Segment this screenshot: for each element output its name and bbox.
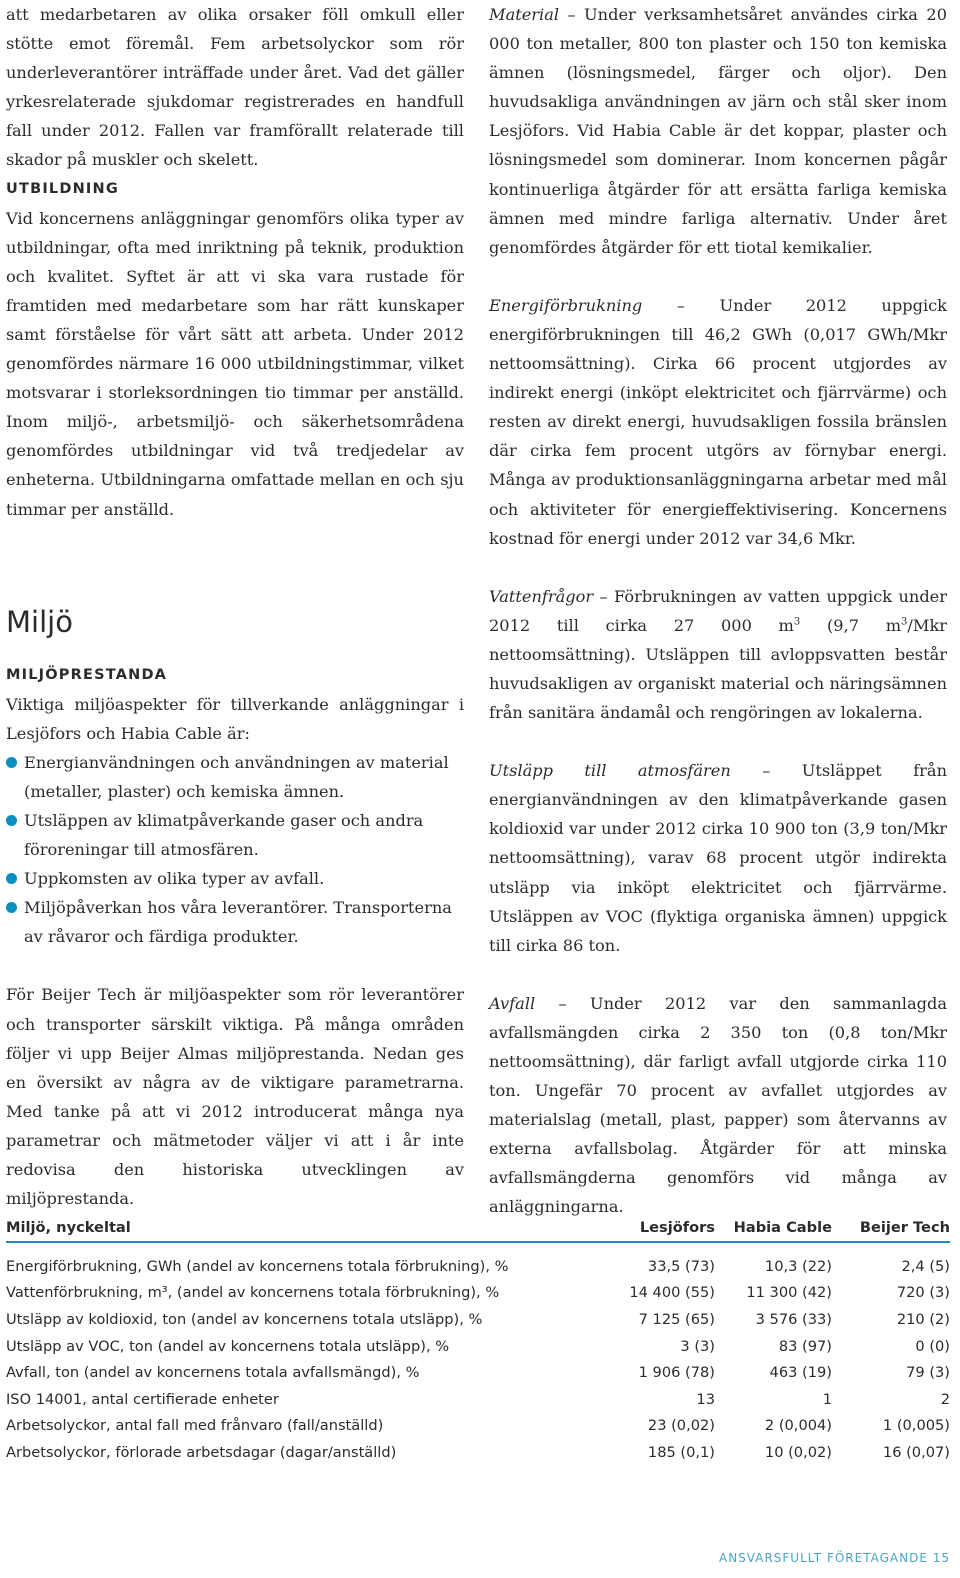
energi-paragraph: Energiförbrukning – Under 2012 uppgick energiförbrukningen till 46,2 GWh (0,017 GWh/Mkr nettoomsättning). Cirka 66 procent utgjordes av indirekt energi (inköpt elektricitet och fjärrvärme) och resten av direkt energi, huvudsakligen fossila bränslen där cirka fem procent utgörs av förnybar energi. Många av produktionsanläggningarna arbetar med mål och aktiviteter för energieffektivisering. Koncernens kostnad för energi under 2012 var 34,6 Mkr. [489,295,947,548]
list-item: Utsläppen av klimatpåverkande gaser och andra föroreningar till atmosfären. [6,806,464,864]
table-header-cell: Lesjöfors [639,1218,715,1236]
table-row [6,1306,950,1333]
table-body [6,1253,950,1466]
table-cell: 10,3 (22) [764,1257,832,1275]
miljoprestanda-intro: Viktiga miljöaspekter för tillverkande anläggningar i Lesjöfors och Habia Cable är: [6,694,464,743]
table-cell: 463 (19) [769,1364,832,1382]
avfall-paragraph: Avfall – Under 2012 var den sammanlagda avfallsmängden cirka 2 350 ton (0,8 ton/Mkr nettoomsättning), där farligt avfall utgjorde cirka 110 ton. Ungefär 70 procent av avfallet utgjordes av materialslag (metall, plast, papper) som återvanns av externa avfallsbolag. Åtgärder för att minska avfallsmängderna genomförs vid många av anläggningarna. [489,993,947,1217]
table-row [6,1280,950,1307]
table-cell: 1 906 (78) [638,1364,715,1382]
list-item: Miljöpåverkan hos våra leverantörer. Transporterna av råvaror och färdiga produkter. [6,893,464,951]
miljoprestanda-heading: MILJÖPRESTANDA [6,666,168,683]
table-cell: 83 (97) [778,1337,832,1355]
vatten-paragraph: Vattenfrågor – Förbrukningen av vatten uppgick under 2012 till cirka 27 000 $m^3$ (9,7 $m^3$/Mkr nettoomsättning). Utsläppen till avloppsvatten består huvudsakligen av organiskt material och näringsämnen från sanitära ändamål och rengöringen av lokalerna. [489,586,947,723]
table-cell: Energiförbrukning, GWh (andel av koncernens totala förbrukning), % [6,1257,509,1275]
table-cell: ISO 14001, antal certifierade enheter [6,1390,279,1408]
table-cell: 33,5 (73) [647,1257,715,1275]
page-footer: ANSVARSFULLT FÖRETAGANDE 15 [718,1551,950,1565]
material-paragraph: Material – Under verksamhetsåret användes cirka 20 000 ton metaller, 800 ton plaster och 150 ton kemiska ämnen (lösningsmedel, färger och oljor). Den huvudsakliga användningen av järn och stål sker inom Lesjöfors. Vid Habia Cable är det koppar, plaster och lösningsmedel som dominerar. Inom koncernen pågår kontinuerliga åtgärder för att ersätta farliga kemiska ämnen med mindre farliga alternativ. Under året genomfördes åtgärder för ett tiotal kemikalier. [489,5,947,257]
table-row [6,1333,950,1360]
table-header-cell: Beijer Tech [859,1218,950,1236]
utslapp-lead: Utsläpp till atmosfären [489,761,731,781]
table-row [6,1386,950,1413]
table-cell: 185 (0,1) [647,1443,715,1461]
table-cell: 720 (3) [896,1284,950,1302]
utbildning-paragraph: Vid koncernens anläggningar genomförs olika typer av utbildningar, ofta med inriktning på teknik, produktion och kvalitet. Syftet är att vi ska vara rustade för framtiden med medarbetare som har rätt kunskaper samt förståelse för vårt sätt att arbeta. Under 2012 genomfördes närmare 16 000 utbildningstimmar, vilket motsvarar i storleksordningen tio timmar per anställd. Inom miljö-, arbetsmiljö- och säkerhetsområdena genomfördes utbildningar vid två tredjedelar av enheterna. Utbildningarna omfattade mellan en och sju timmar per anställd. [6,208,464,519]
bullet-icon [6,757,17,768]
utslapp-paragraph: Utsläpp till atmosfären – Utsläppet från energianvändningen av den klimatpåverkande gasen koldioxid var under 2012 cirka 10 900 ton (3,9 ton/Mkr nettoomsättning), varav 68 procent utgör indirekta utsläpp via inköpt elektricitet och fjärrvärme. Utsläppen av VOC (flyktiga organiska ämnen) uppgick till cirka 86 ton. [489,761,947,955]
left-column [6,0,464,1213]
table-cell: 23 (0,02) [647,1417,715,1435]
table-row [6,1359,950,1386]
table-header-cell: Habia Cable [733,1218,832,1236]
table-cell: Avfall, ton (andel av koncernens totala avfallsmängd), % [6,1364,420,1382]
table-cell: 2 (0,004) [764,1417,832,1435]
miljo-title: Miljö [6,604,73,639]
table-cell: 3 576 (33) [755,1310,832,1328]
intro-paragraph: att medarbetaren av olika orsaker föll omkull eller stötte emot föremål. Fem arbetsolyckor som rör underleverantörer inträffade under året. Vad det gäller yrkesrelaterade sjukdomar registrerades en handfull fall under 2012. Fallen var framförallt relaterade till skador på muskler och skelett. [6,5,464,170]
table-cell: 11 300 (42) [746,1284,832,1302]
list-item: Energianvändningen och användningen av material (metaller, plaster) och kemiska ämnen. [6,748,464,806]
table-cell: 1 [822,1390,832,1408]
miljoaspekter-list [6,748,464,952]
table-cell: Utsläpp av koldioxid, ton (andel av koncernens totala utsläpp), % [6,1310,483,1328]
table-cell: 1 (0,005) [882,1417,950,1435]
table-cell: 79 (3) [906,1364,950,1382]
table-cell: 210 (2) [896,1310,950,1328]
bullet-icon [6,815,17,826]
right-column [489,0,947,1222]
table-cell: 10 (0,02) [764,1443,832,1461]
avfall-lead: Avfall [489,993,536,1013]
table-cell: Arbetsolyckor, förlorade arbetsdagar (dagar/anställd) [6,1443,397,1461]
table-cell: 14 400 (55) [629,1284,715,1302]
table-cell: Utsläpp av VOC, ton (andel av koncernens totala utsläpp), % [6,1337,450,1355]
table-row [6,1253,950,1280]
table-row [6,1439,950,1466]
table-cell: 3 (3) [680,1337,715,1355]
vatten-lead: Vattenfrågor [489,586,594,606]
miljo-nyckeltal-table [6,1213,950,1466]
bullet-icon [6,902,17,913]
table-header-row [6,1213,950,1243]
table-cell: 16 (0,07) [882,1443,950,1461]
utbildning-heading: UTBILDNING [6,180,119,197]
table-cell: Arbetsolyckor, antal fall med frånvaro (fall/anställd) [6,1417,384,1435]
list-item: Uppkomsten av olika typer av avfall. [6,864,464,893]
table-cell: 2 [940,1390,950,1408]
table-cell: 0 (0) [915,1337,950,1355]
bullet-icon [6,873,17,884]
table-cell: Vattenförbrukning, m³, (andel av koncernens totala förbrukning), % [6,1284,500,1302]
table-cell: 7 125 (65) [638,1310,715,1328]
table-row [6,1413,950,1440]
table-cell: 2,4 (5) [901,1257,950,1275]
beijer-tech-paragraph: För Beijer Tech är miljöaspekter som rör leverantörer och transporter särskilt viktiga. På många områden följer vi upp Beijer Almas miljöprestanda. Nedan ges en översikt av några av de viktigare parametrarna. Med tanke på att vi 2012 introducerat många nya parametrar och mätmetoder väljer vi att i år inte redovisa den historiska utvecklingen av miljöprestanda. [6,985,464,1209]
table-header-cell: Miljö, nyckeltal [6,1218,131,1236]
energi-lead: Energiförbrukning [489,295,643,315]
material-lead: Material [489,5,560,24]
table-cell: 13 [696,1390,715,1408]
